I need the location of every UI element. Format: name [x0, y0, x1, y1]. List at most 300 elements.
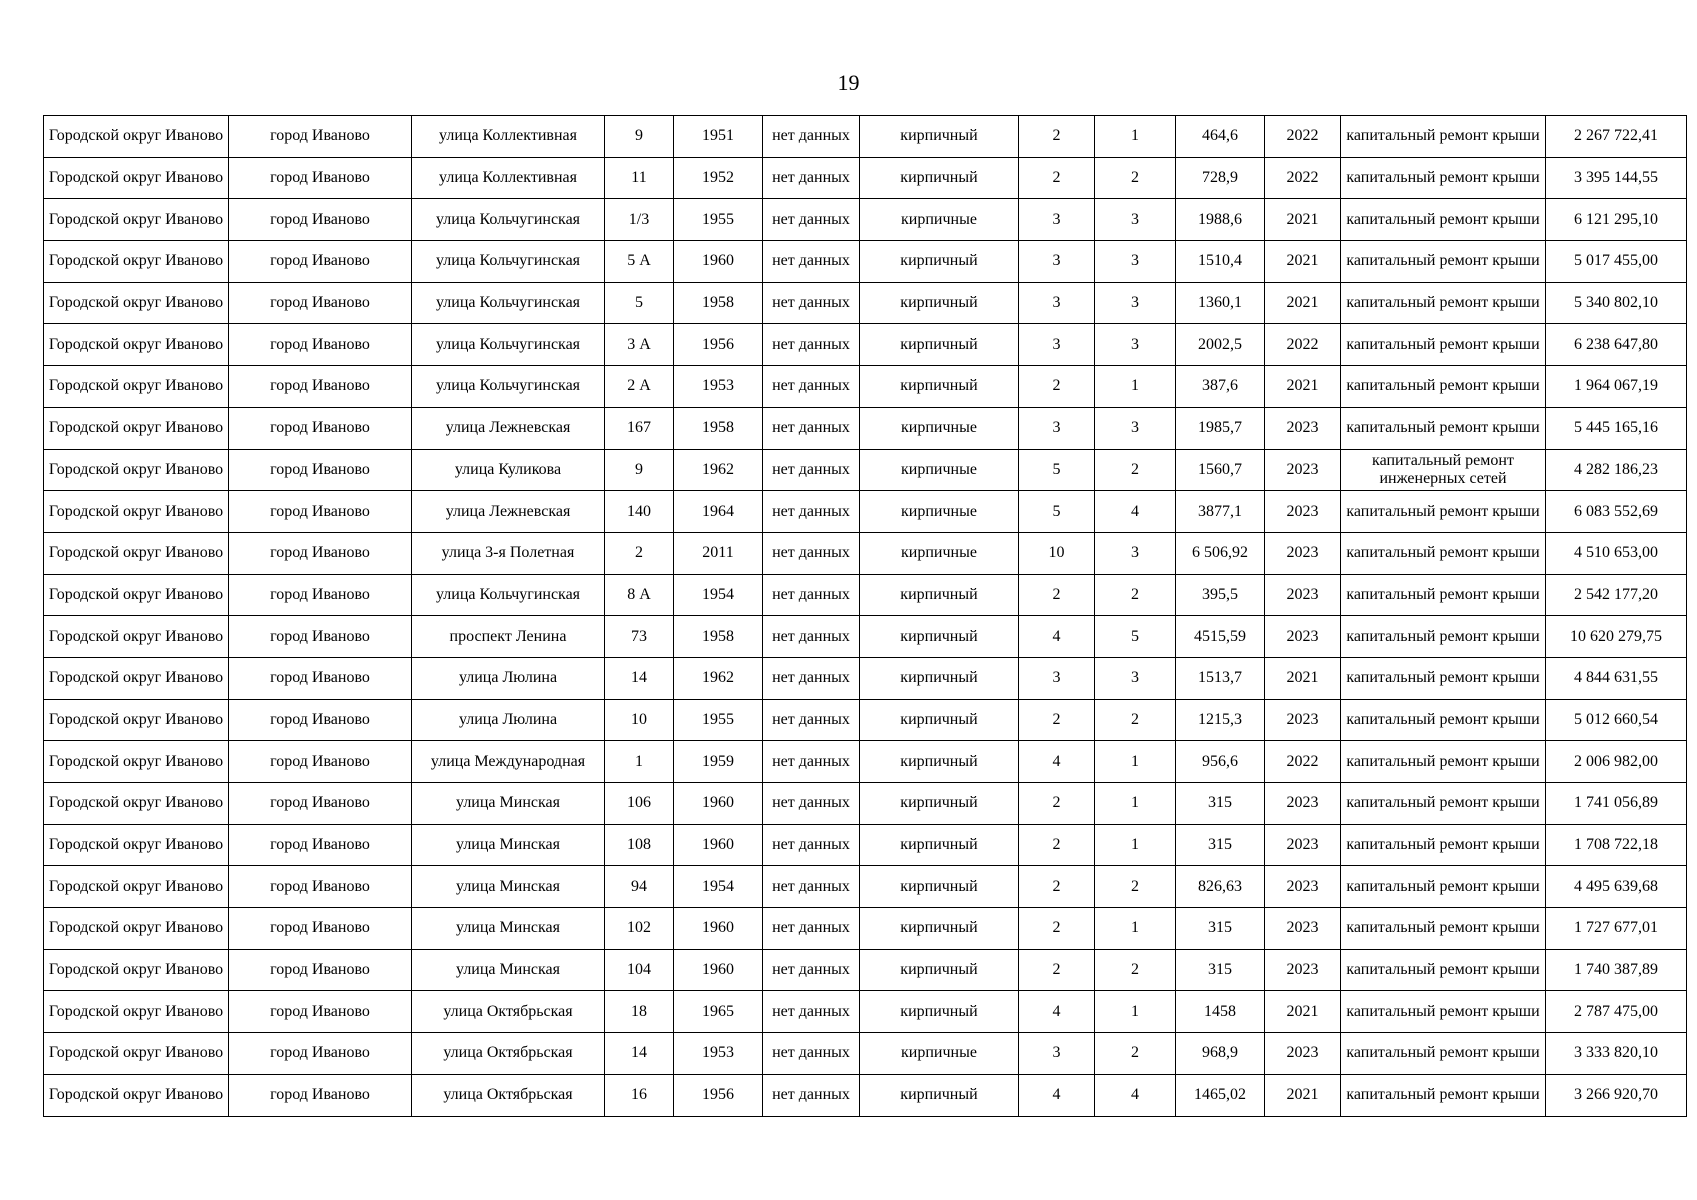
plan-year-cell: 2023: [1265, 1033, 1341, 1075]
area-cell: 6 506,92: [1176, 532, 1265, 574]
construction-year-cell: 1956: [674, 1074, 763, 1116]
work-type-cell: капитальный ремонт крыши: [1341, 949, 1546, 991]
status-cell: нет данных: [763, 241, 860, 283]
status-cell: нет данных: [763, 741, 860, 783]
district-cell: Городской округ Иваново: [44, 741, 229, 783]
table-row: [44, 241, 1687, 283]
wall-material-cell: кирпичный: [860, 949, 1019, 991]
wall-material-cell: кирпичный: [860, 741, 1019, 783]
work-type-cell: капитальный ремонт крыши: [1341, 616, 1546, 658]
street-cell: улица Кольчугинская: [412, 199, 605, 241]
city-cell: город Иваново: [229, 991, 412, 1033]
table-row: [44, 866, 1687, 908]
plan-year-cell: 2023: [1265, 949, 1341, 991]
city-cell: город Иваново: [229, 866, 412, 908]
entrances-cell: 2: [1095, 699, 1176, 741]
construction-year-cell: 1953: [674, 366, 763, 408]
construction-year-cell: 1954: [674, 574, 763, 616]
construction-year-cell: 1959: [674, 741, 763, 783]
entrances-cell: 1: [1095, 741, 1176, 783]
work-type-cell: капитальный ремонт крыши: [1341, 908, 1546, 950]
house-number-cell: 94: [605, 866, 674, 908]
district-cell: Городской округ Иваново: [44, 949, 229, 991]
street-cell: проспект Ленина: [412, 616, 605, 658]
table-row: [44, 949, 1687, 991]
street-cell: улица Люлина: [412, 657, 605, 699]
city-cell: город Иваново: [229, 532, 412, 574]
work-type-cell: капитальный ремонт крыши: [1341, 574, 1546, 616]
wall-material-cell: кирпичный: [860, 366, 1019, 408]
city-cell: город Иваново: [229, 199, 412, 241]
district-cell: Городской округ Иваново: [44, 616, 229, 658]
house-number-cell: 10: [605, 699, 674, 741]
table-row: [44, 783, 1687, 825]
plan-year-cell: 2021: [1265, 199, 1341, 241]
house-number-cell: 1/3: [605, 199, 674, 241]
status-cell: нет данных: [763, 366, 860, 408]
street-cell: улица Октябрьская: [412, 1033, 605, 1075]
floors-cell: 2: [1019, 574, 1095, 616]
house-number-cell: 2 А: [605, 366, 674, 408]
construction-year-cell: 1951: [674, 116, 763, 158]
construction-year-cell: 1953: [674, 1033, 763, 1075]
cost-cell: 4 495 639,68: [1546, 866, 1687, 908]
status-cell: нет данных: [763, 1074, 860, 1116]
city-cell: город Иваново: [229, 324, 412, 366]
district-cell: Городской округ Иваново: [44, 1074, 229, 1116]
city-cell: город Иваново: [229, 407, 412, 449]
table-row: [44, 157, 1687, 199]
district-cell: Городской округ Иваново: [44, 908, 229, 950]
city-cell: город Иваново: [229, 574, 412, 616]
street-cell: улица Коллективная: [412, 157, 605, 199]
status-cell: нет данных: [763, 157, 860, 199]
city-cell: город Иваново: [229, 1074, 412, 1116]
work-type-cell: капитальный ремонт крыши: [1341, 1033, 1546, 1075]
cost-cell: 4 282 186,23: [1546, 449, 1687, 491]
wall-material-cell: кирпичные: [860, 407, 1019, 449]
cost-cell: 3 395 144,55: [1546, 157, 1687, 199]
floors-cell: 2: [1019, 157, 1095, 199]
plan-year-cell: 2022: [1265, 741, 1341, 783]
plan-year-cell: 2021: [1265, 1074, 1341, 1116]
floors-cell: 2: [1019, 783, 1095, 825]
house-number-cell: 106: [605, 783, 674, 825]
cost-cell: 2 267 722,41: [1546, 116, 1687, 158]
work-type-cell: капитальный ремонт крыши: [1341, 741, 1546, 783]
street-cell: улица Кольчугинская: [412, 366, 605, 408]
house-number-cell: 167: [605, 407, 674, 449]
area-cell: 464,6: [1176, 116, 1265, 158]
work-type-cell: капитальный ремонт крыши: [1341, 657, 1546, 699]
plan-year-cell: 2022: [1265, 157, 1341, 199]
entrances-cell: 3: [1095, 657, 1176, 699]
floors-cell: 3: [1019, 657, 1095, 699]
plan-year-cell: 2023: [1265, 407, 1341, 449]
street-cell: улица 3-я Полетная: [412, 532, 605, 574]
plan-year-cell: 2021: [1265, 991, 1341, 1033]
district-cell: Городской округ Иваново: [44, 449, 229, 491]
house-number-cell: 102: [605, 908, 674, 950]
entrances-cell: 2: [1095, 574, 1176, 616]
table-row: [44, 824, 1687, 866]
entrances-cell: 1: [1095, 908, 1176, 950]
district-cell: Городской округ Иваново: [44, 574, 229, 616]
street-cell: улица Минская: [412, 908, 605, 950]
wall-material-cell: кирпичный: [860, 157, 1019, 199]
house-number-cell: 11: [605, 157, 674, 199]
wall-material-cell: кирпичный: [860, 699, 1019, 741]
city-cell: город Иваново: [229, 699, 412, 741]
district-cell: Городской округ Иваново: [44, 241, 229, 283]
street-cell: улица Кольчугинская: [412, 574, 605, 616]
work-type-cell: капитальный ремонт крыши: [1341, 866, 1546, 908]
area-cell: 1985,7: [1176, 407, 1265, 449]
city-cell: город Иваново: [229, 491, 412, 533]
status-cell: нет данных: [763, 574, 860, 616]
house-number-cell: 104: [605, 949, 674, 991]
street-cell: улица Кольчугинская: [412, 324, 605, 366]
city-cell: город Иваново: [229, 449, 412, 491]
work-type-cell: капитальный ремонт крыши: [1341, 324, 1546, 366]
area-cell: 1510,4: [1176, 241, 1265, 283]
street-cell: улица Куликова: [412, 449, 605, 491]
table-row: [44, 491, 1687, 533]
work-type-cell: капитальный ремонт крыши: [1341, 699, 1546, 741]
area-cell: 1360,1: [1176, 282, 1265, 324]
floors-cell: 2: [1019, 116, 1095, 158]
city-cell: город Иваново: [229, 616, 412, 658]
floors-cell: 5: [1019, 449, 1095, 491]
street-cell: улица Октябрьская: [412, 991, 605, 1033]
entrances-cell: 3: [1095, 241, 1176, 283]
street-cell: улица Минская: [412, 949, 605, 991]
work-type-cell: капитальный ремонт крыши: [1341, 282, 1546, 324]
area-cell: 3877,1: [1176, 491, 1265, 533]
construction-year-cell: 1962: [674, 657, 763, 699]
plan-year-cell: 2023: [1265, 699, 1341, 741]
floors-cell: 3: [1019, 1033, 1095, 1075]
status-cell: нет данных: [763, 1033, 860, 1075]
area-cell: 826,63: [1176, 866, 1265, 908]
entrances-cell: 2: [1095, 866, 1176, 908]
district-cell: Городской округ Иваново: [44, 282, 229, 324]
construction-year-cell: 1956: [674, 324, 763, 366]
plan-year-cell: 2023: [1265, 491, 1341, 533]
work-type-cell: капитальный ремонт крыши: [1341, 199, 1546, 241]
construction-year-cell: 1958: [674, 616, 763, 658]
plan-year-cell: 2021: [1265, 241, 1341, 283]
cost-cell: 3 333 820,10: [1546, 1033, 1687, 1075]
cost-cell: 1 727 677,01: [1546, 908, 1687, 950]
district-cell: Городской округ Иваново: [44, 783, 229, 825]
plan-year-cell: 2021: [1265, 282, 1341, 324]
work-type-cell: капитальный ремонт крыши: [1341, 783, 1546, 825]
area-cell: 1215,3: [1176, 699, 1265, 741]
entrances-cell: 1: [1095, 824, 1176, 866]
floors-cell: 2: [1019, 366, 1095, 408]
status-cell: нет данных: [763, 407, 860, 449]
city-cell: город Иваново: [229, 116, 412, 158]
street-cell: улица Октябрьская: [412, 1074, 605, 1116]
status-cell: нет данных: [763, 324, 860, 366]
cost-cell: 5 017 455,00: [1546, 241, 1687, 283]
cost-cell: 4 844 631,55: [1546, 657, 1687, 699]
street-cell: улица Лежневская: [412, 491, 605, 533]
floors-cell: 3: [1019, 199, 1095, 241]
area-cell: 1465,02: [1176, 1074, 1265, 1116]
construction-year-cell: 1965: [674, 991, 763, 1033]
floors-cell: 4: [1019, 741, 1095, 783]
status-cell: нет данных: [763, 783, 860, 825]
wall-material-cell: кирпичные: [860, 532, 1019, 574]
area-cell: 315: [1176, 824, 1265, 866]
floors-cell: 2: [1019, 699, 1095, 741]
construction-year-cell: 1958: [674, 282, 763, 324]
status-cell: нет данных: [763, 866, 860, 908]
plan-year-cell: 2023: [1265, 532, 1341, 574]
plan-year-cell: 2023: [1265, 616, 1341, 658]
floors-cell: 3: [1019, 324, 1095, 366]
plan-year-cell: 2023: [1265, 908, 1341, 950]
cost-cell: 2 542 177,20: [1546, 574, 1687, 616]
floors-cell: 4: [1019, 991, 1095, 1033]
work-type-cell: капитальный ремонт крыши: [1341, 491, 1546, 533]
house-number-cell: 108: [605, 824, 674, 866]
wall-material-cell: кирпичный: [860, 1074, 1019, 1116]
floors-cell: 4: [1019, 616, 1095, 658]
city-cell: город Иваново: [229, 1033, 412, 1075]
area-cell: 315: [1176, 949, 1265, 991]
work-type-cell: капитальный ремонт крыши: [1341, 407, 1546, 449]
status-cell: нет данных: [763, 657, 860, 699]
district-cell: Городской округ Иваново: [44, 116, 229, 158]
status-cell: нет данных: [763, 199, 860, 241]
status-cell: нет данных: [763, 908, 860, 950]
table-row: [44, 991, 1687, 1033]
house-number-cell: 2: [605, 532, 674, 574]
plan-year-cell: 2023: [1265, 449, 1341, 491]
cost-cell: 4 510 653,00: [1546, 532, 1687, 574]
entrances-cell: 2: [1095, 1033, 1176, 1075]
cost-cell: 2 006 982,00: [1546, 741, 1687, 783]
district-cell: Городской округ Иваново: [44, 532, 229, 574]
city-cell: город Иваново: [229, 282, 412, 324]
area-cell: 387,6: [1176, 366, 1265, 408]
status-cell: нет данных: [763, 824, 860, 866]
area-cell: 1458: [1176, 991, 1265, 1033]
area-cell: 395,5: [1176, 574, 1265, 616]
district-cell: Городской округ Иваново: [44, 407, 229, 449]
house-number-cell: 18: [605, 991, 674, 1033]
construction-year-cell: 1955: [674, 199, 763, 241]
table-row: [44, 1033, 1687, 1075]
street-cell: улица Минская: [412, 783, 605, 825]
cost-cell: 5 340 802,10: [1546, 282, 1687, 324]
table-row: [44, 574, 1687, 616]
house-number-cell: 14: [605, 1033, 674, 1075]
table-row: [44, 657, 1687, 699]
entrances-cell: 4: [1095, 491, 1176, 533]
city-cell: город Иваново: [229, 157, 412, 199]
construction-year-cell: 1952: [674, 157, 763, 199]
area-cell: 968,9: [1176, 1033, 1265, 1075]
city-cell: город Иваново: [229, 949, 412, 991]
status-cell: нет данных: [763, 991, 860, 1033]
work-type-cell: капитальный ремонт крыши: [1341, 1074, 1546, 1116]
table-row: [44, 407, 1687, 449]
table-row: [44, 908, 1687, 950]
wall-material-cell: кирпичный: [860, 866, 1019, 908]
city-cell: город Иваново: [229, 366, 412, 408]
table-row: [44, 616, 1687, 658]
district-cell: Городской округ Иваново: [44, 199, 229, 241]
status-cell: нет данных: [763, 532, 860, 574]
work-type-cell: капитальный ремонт крыши: [1341, 241, 1546, 283]
plan-year-cell: 2023: [1265, 574, 1341, 616]
cost-cell: 1 740 387,89: [1546, 949, 1687, 991]
house-number-cell: 5 А: [605, 241, 674, 283]
status-cell: нет данных: [763, 949, 860, 991]
area-cell: 1513,7: [1176, 657, 1265, 699]
entrances-cell: 2: [1095, 949, 1176, 991]
street-cell: улица Лежневская: [412, 407, 605, 449]
floors-cell: 3: [1019, 282, 1095, 324]
construction-year-cell: 1962: [674, 449, 763, 491]
cost-cell: 5 445 165,16: [1546, 407, 1687, 449]
entrances-cell: 1: [1095, 783, 1176, 825]
house-number-cell: 9: [605, 449, 674, 491]
house-number-cell: 1: [605, 741, 674, 783]
status-cell: нет данных: [763, 449, 860, 491]
wall-material-cell: кирпичный: [860, 783, 1019, 825]
area-cell: 1560,7: [1176, 449, 1265, 491]
street-cell: улица Коллективная: [412, 116, 605, 158]
construction-year-cell: 1960: [674, 949, 763, 991]
status-cell: нет данных: [763, 116, 860, 158]
work-type-cell: капитальный ремонт крыши: [1341, 824, 1546, 866]
work-type-cell: капитальный ремонт инженерных сетей: [1341, 449, 1546, 491]
work-type-cell: капитальный ремонт крыши: [1341, 532, 1546, 574]
street-cell: улица Международная: [412, 741, 605, 783]
area-cell: 4515,59: [1176, 616, 1265, 658]
house-number-cell: 3 А: [605, 324, 674, 366]
city-cell: город Иваново: [229, 908, 412, 950]
house-number-cell: 14: [605, 657, 674, 699]
city-cell: город Иваново: [229, 741, 412, 783]
wall-material-cell: кирпичный: [860, 241, 1019, 283]
cost-cell: 1 964 067,19: [1546, 366, 1687, 408]
cost-cell: 5 012 660,54: [1546, 699, 1687, 741]
wall-material-cell: кирпичный: [860, 616, 1019, 658]
area-cell: 728,9: [1176, 157, 1265, 199]
construction-year-cell: 1964: [674, 491, 763, 533]
district-cell: Городской округ Иваново: [44, 491, 229, 533]
wall-material-cell: кирпичные: [860, 199, 1019, 241]
wall-material-cell: кирпичные: [860, 1033, 1019, 1075]
table-row: [44, 1074, 1687, 1116]
cost-cell: 3 266 920,70: [1546, 1074, 1687, 1116]
work-type-cell: капитальный ремонт крыши: [1341, 157, 1546, 199]
table-row: [44, 324, 1687, 366]
wall-material-cell: кирпичный: [860, 324, 1019, 366]
entrances-cell: 5: [1095, 616, 1176, 658]
cost-cell: 1 741 056,89: [1546, 783, 1687, 825]
cost-cell: 2 787 475,00: [1546, 991, 1687, 1033]
construction-year-cell: 1960: [674, 908, 763, 950]
plan-year-cell: 2023: [1265, 824, 1341, 866]
house-number-cell: 9: [605, 116, 674, 158]
area-cell: 315: [1176, 908, 1265, 950]
entrances-cell: 1: [1095, 116, 1176, 158]
district-cell: Городской округ Иваново: [44, 824, 229, 866]
street-cell: улица Минская: [412, 824, 605, 866]
page-number: 19: [837, 70, 860, 95]
work-type-cell: капитальный ремонт крыши: [1341, 366, 1546, 408]
cost-cell: 6 121 295,10: [1546, 199, 1687, 241]
floors-cell: 2: [1019, 908, 1095, 950]
status-cell: нет данных: [763, 282, 860, 324]
entrances-cell: 4: [1095, 1074, 1176, 1116]
area-cell: 1988,6: [1176, 199, 1265, 241]
table-row: [44, 449, 1687, 491]
housing-registry-table: [43, 115, 1687, 1117]
floors-cell: 3: [1019, 407, 1095, 449]
status-cell: нет данных: [763, 699, 860, 741]
wall-material-cell: кирпичный: [860, 282, 1019, 324]
table-row: [44, 532, 1687, 574]
wall-material-cell: кирпичный: [860, 908, 1019, 950]
table-body: [44, 116, 1687, 1117]
construction-year-cell: 1954: [674, 866, 763, 908]
district-cell: Городской округ Иваново: [44, 1033, 229, 1075]
construction-year-cell: 1955: [674, 699, 763, 741]
entrances-cell: 3: [1095, 407, 1176, 449]
house-number-cell: 73: [605, 616, 674, 658]
street-cell: улица Кольчугинская: [412, 241, 605, 283]
construction-year-cell: 1960: [674, 783, 763, 825]
status-cell: нет данных: [763, 491, 860, 533]
cost-cell: 10 620 279,75: [1546, 616, 1687, 658]
floors-cell: 3: [1019, 241, 1095, 283]
entrances-cell: 2: [1095, 157, 1176, 199]
house-number-cell: 5: [605, 282, 674, 324]
plan-year-cell: 2023: [1265, 783, 1341, 825]
entrances-cell: 3: [1095, 324, 1176, 366]
table-row: [44, 199, 1687, 241]
wall-material-cell: кирпичный: [860, 574, 1019, 616]
entrances-cell: 3: [1095, 199, 1176, 241]
district-cell: Городской округ Иваново: [44, 699, 229, 741]
floors-cell: 5: [1019, 491, 1095, 533]
city-cell: город Иваново: [229, 241, 412, 283]
entrances-cell: 2: [1095, 449, 1176, 491]
area-cell: 956,6: [1176, 741, 1265, 783]
district-cell: Городской округ Иваново: [44, 866, 229, 908]
street-cell: улица Люлина: [412, 699, 605, 741]
plan-year-cell: 2021: [1265, 657, 1341, 699]
status-cell: нет данных: [763, 616, 860, 658]
plan-year-cell: 2022: [1265, 324, 1341, 366]
city-cell: город Иваново: [229, 824, 412, 866]
table-row: [44, 282, 1687, 324]
plan-year-cell: 2023: [1265, 866, 1341, 908]
area-cell: 2002,5: [1176, 324, 1265, 366]
construction-year-cell: 1960: [674, 824, 763, 866]
entrances-cell: 1: [1095, 991, 1176, 1033]
construction-year-cell: 2011: [674, 532, 763, 574]
wall-material-cell: кирпичные: [860, 491, 1019, 533]
